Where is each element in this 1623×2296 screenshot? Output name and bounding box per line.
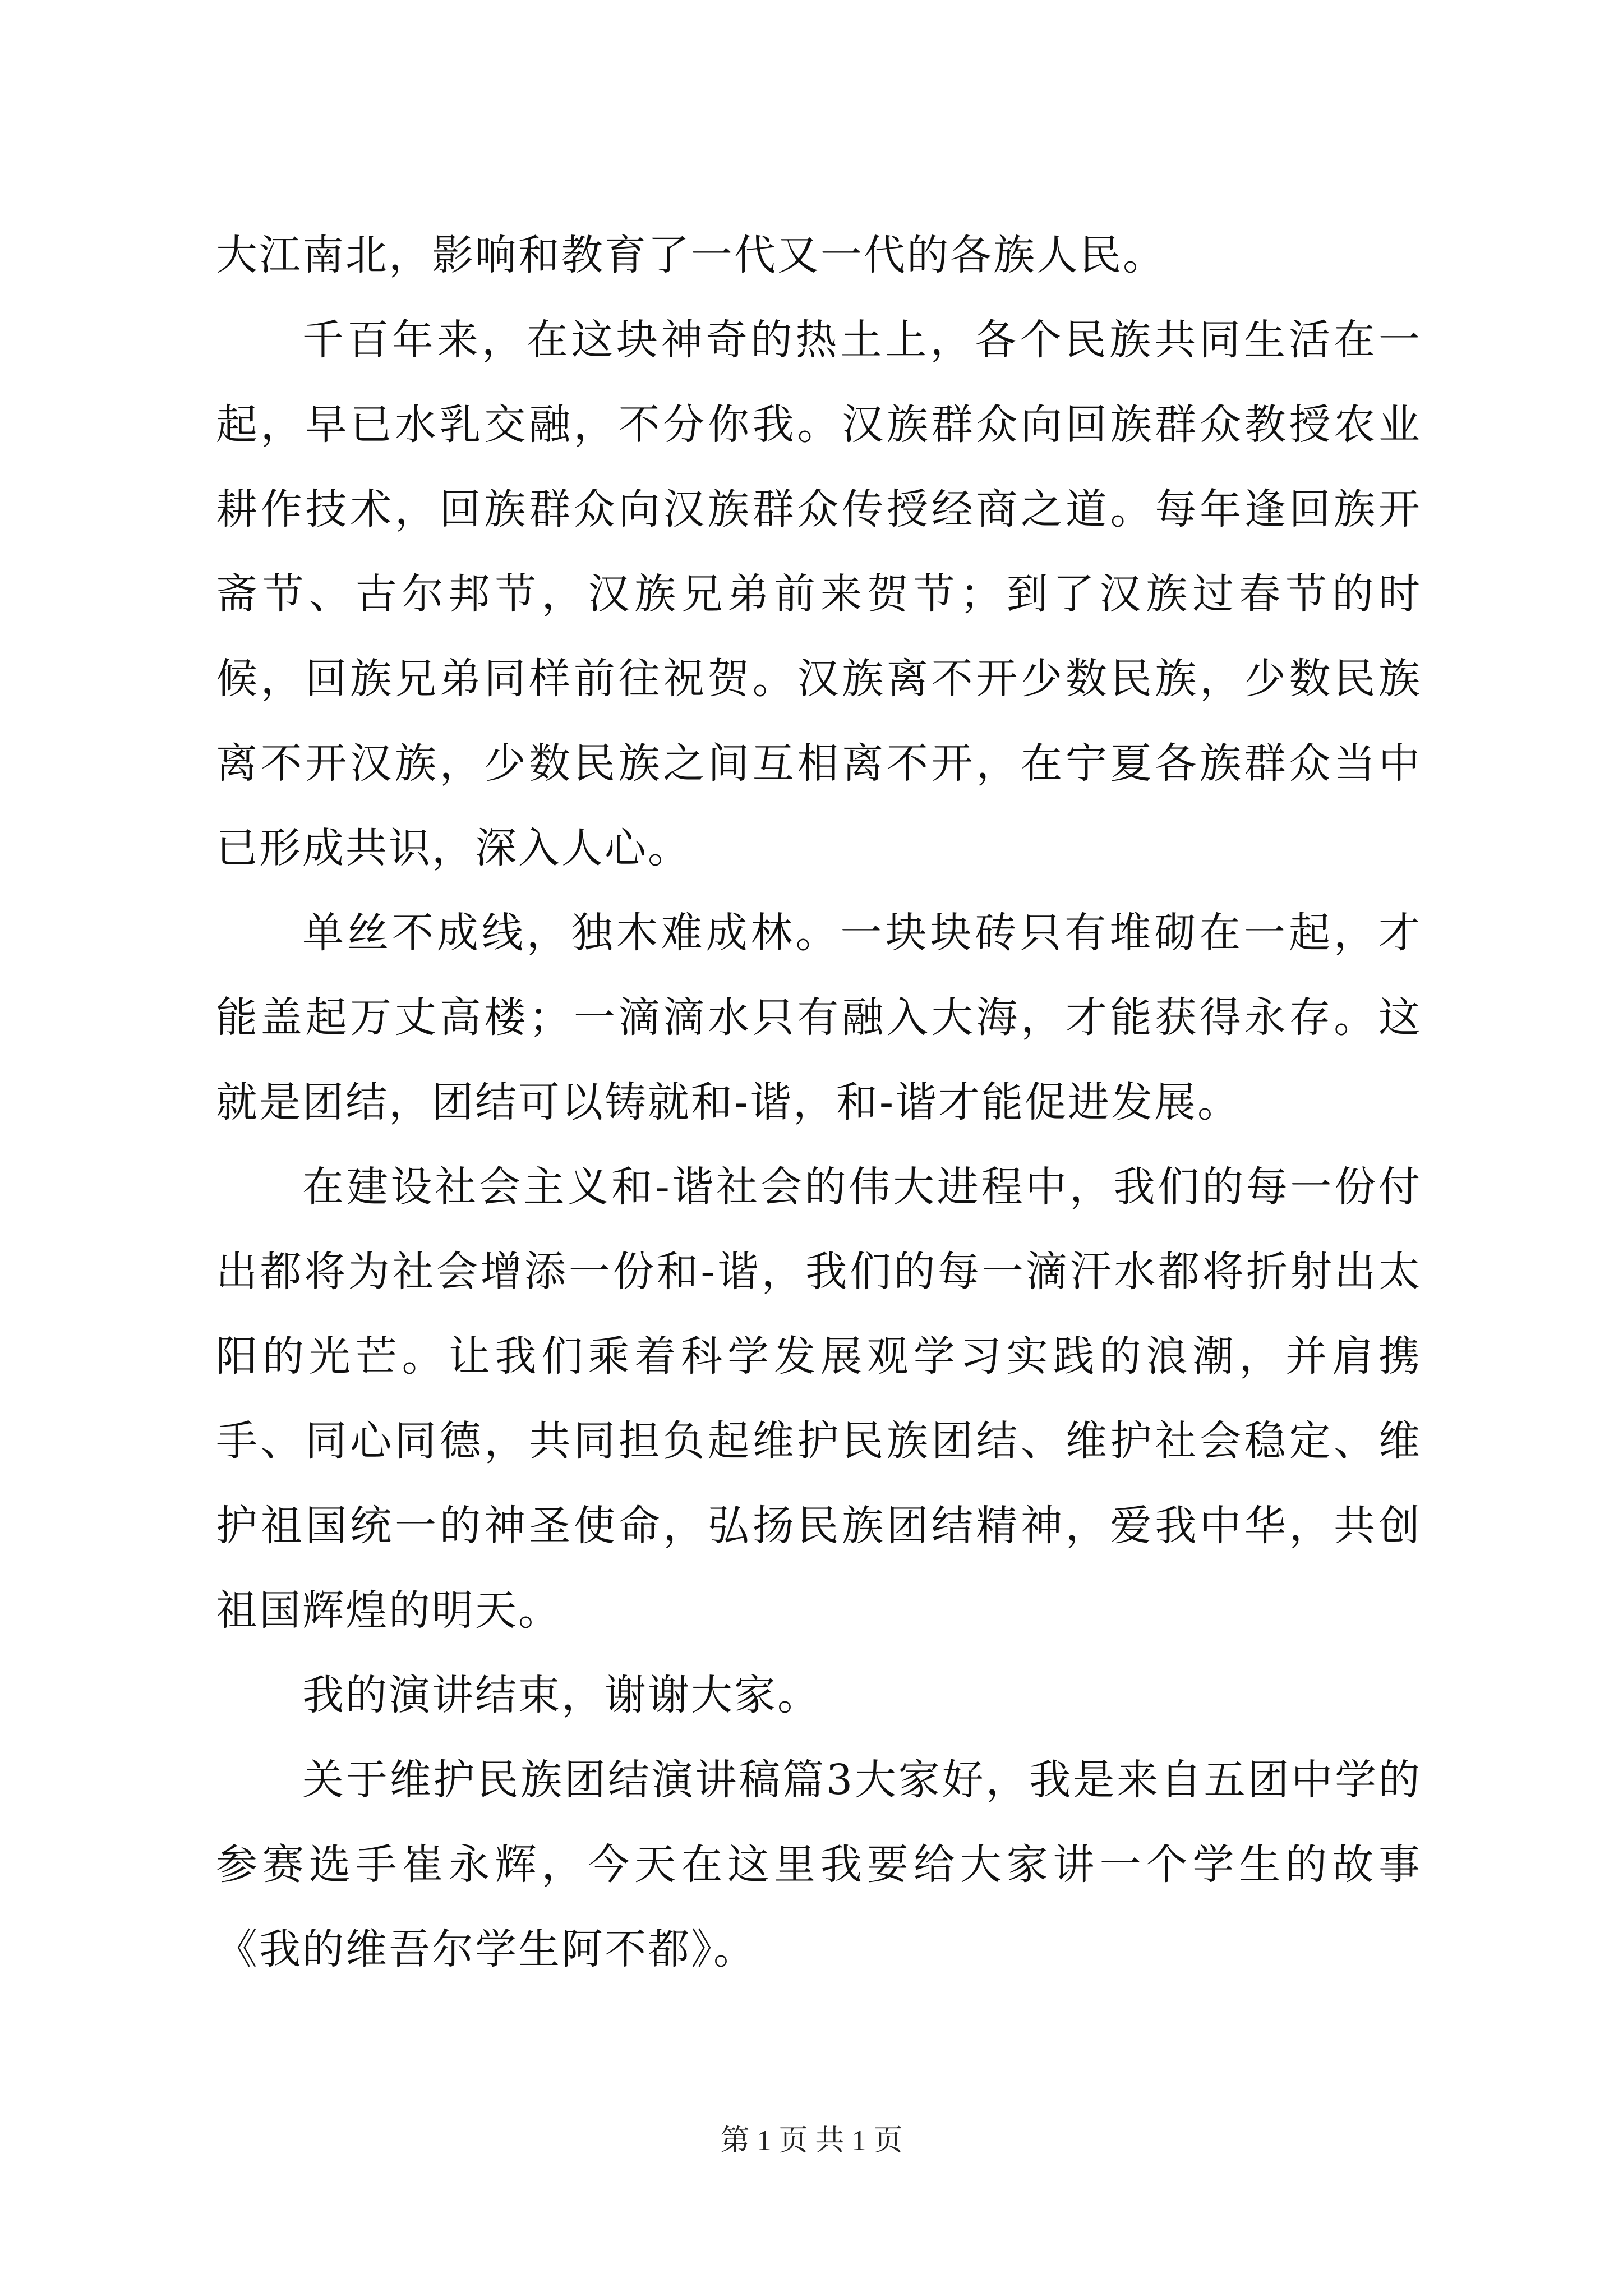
paragraph-2: 千百年来，在这块神奇的热土上，各个民族共同生活在一起，早已水乳交融，不分你我。汉族群众向回族群众教授农业耕作技术，回族群众向汉族群众传授经商之道。每年逢回族开斋节、古尔邦节，汉族兄弟前来贺节；到了汉族过春节的时候，回族兄弟同样前往祝贺。汉族离不开少数民族，少数民族离不开汉族，少数民族之间互相离不开，在宁夏各族群众当中已形成共识，深入人心。: [216, 316, 1422, 872]
paragraph-6: 关于维护民族团结演讲稿篇3大家好，我是来自五团中学的参赛选手崔永辉，今天在这里我要给大家讲一个学生的故事《我的维吾尔学生阿不都》。: [216, 1756, 1422, 1973]
page-footer: 第 1 页 共 1 页: [720, 2125, 903, 2157]
paragraph-3: 单丝不成线，独木难成林。一块块砖只有堆砌在一起，才能盖起万丈高楼；一滴滴水只有融入大海，才能获得永存。这就是团结，团结可以铸就和-谐，和-谐才能促进发展。: [216, 909, 1422, 1126]
paragraph-5: 我的演讲结束，谢谢大家。: [302, 1671, 820, 1719]
paragraph-1: 大江南北，影响和教育了一代又一代的各族人民。: [216, 231, 1166, 279]
paragraph-4: 在建设社会主义和-谐社会的伟大进程中，我们的每一份付出都将为社会增添一份和-谐，我们的每一滴汗水都将折射出太阳的光芒。让我们乘着科学发展观学习实践的浪潮，并肩携手、同心同德，共同担负起维护民族团结、维护社会稳定、维护祖国统一的神圣使命，弘扬民族团结精神，爱我中华，共创祖国辉煌的明天。: [216, 1163, 1422, 1635]
document-body: [216, 213, 1422, 1992]
